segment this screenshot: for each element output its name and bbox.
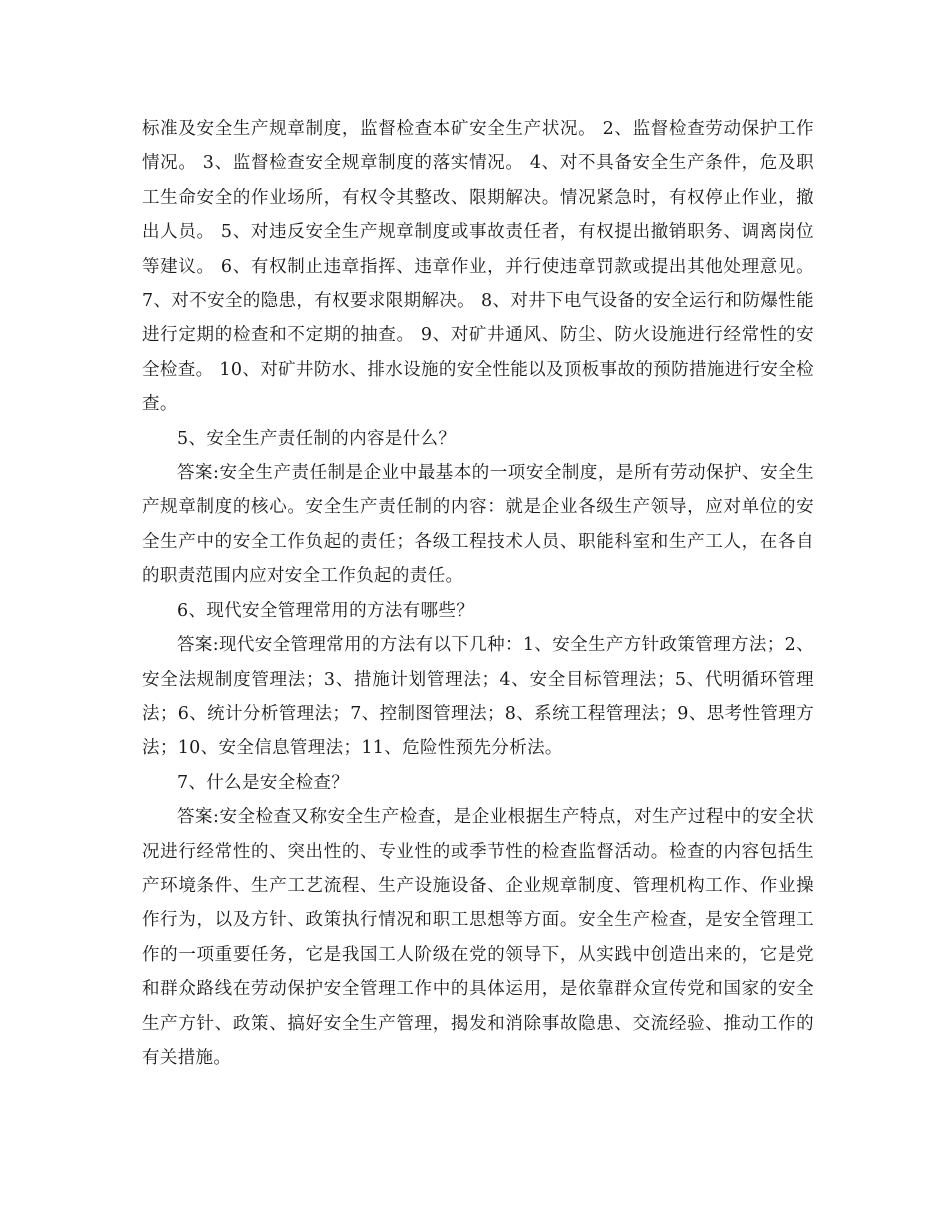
document-body	[142, 112, 814, 1075]
question-5-heading: 5、安全生产责任制的内容是什么？	[177, 428, 457, 449]
question-7-heading: 7、什么是安全检查？	[177, 772, 350, 793]
question-6-heading: 6、现代安全管理常用的方法有哪些？	[177, 600, 475, 621]
answer-7-paragraph: 答案:安全检查又称安全生产检查，是企业根据生产特点，对生产过程中的安全状况进行经常性的、突出性的、专业性的或季节性的检查监督活动。检查的内容包括生产环境条件、生产工艺流程、生产设施设备、企业规章制度、管理机构工作、作业操作行为，以及方针、政策执行情况和职工思想等方面。安全生产检查，是安全管理工作的一项重要任务，它是我国工人阶级在党的领导下，从实践中创造出来的，它是党和群众路线在劳动保护安全管理工作中的具体运用，是依靠群众宣传党和国家的安全生产方针、政策、搞好安全生产管理，揭发和消除事故隐患、交流经验、推动工作的有关措施。	[142, 807, 814, 1068]
answer-6-paragraph: 答案:现代安全管理常用的方法有以下几种：1、安全生产方针政策管理方法；2、安全法规制度管理法；3、措施计划管理法；4、安全目标管理法；5、代明循环管理法；6、统计分析管理法；7、控制图管理法；8、系统工程管理法；9、思考性管理方法；10、安全信息管理法；11、危险性预先分析法。	[142, 635, 814, 759]
paragraph-duties-continued: 标准及安全生产规章制度，监督检查本矿安全生产状况。 2、监督检查劳动保护工作情况。 3、监督检查安全规章制度的落实情况。 4、对不具备安全生产条件，危及职工生命安全的作业场所，有权令其整改、限期解决。情况紧急时，有权停止作业，撤出人员。 5、对违反安全生产规章制度或事故责任者，有权提出撤销职务、调离岗位等建议。 6、有权制止违章指挥、违章作业，并行使违章罚款或提出其他处理意见。 7、对不安全的隐患，有权要求限期解决。 8、对井下电气设备的安全运行和防爆性能进行定期的检查和不定期的抽查。 9、对矿井通风、防尘、防火设施进行经常性的安全检查。 10、对矿井防水、排水设施的安全性能以及顶板事故的预防措施进行安全检查。	[142, 119, 814, 415]
answer-5-paragraph: 答案:安全生产责任制是企业中最基本的一项安全制度，是所有劳动保护、安全生产规章制度的核心。安全生产责任制的内容：就是企业各级生产领导，应对单位的安全生产中的安全工作负起的责任；各级工程技术人员、职能科室和生产工人，在各自的职责范围内应对安全工作负起的责任。	[142, 463, 814, 587]
